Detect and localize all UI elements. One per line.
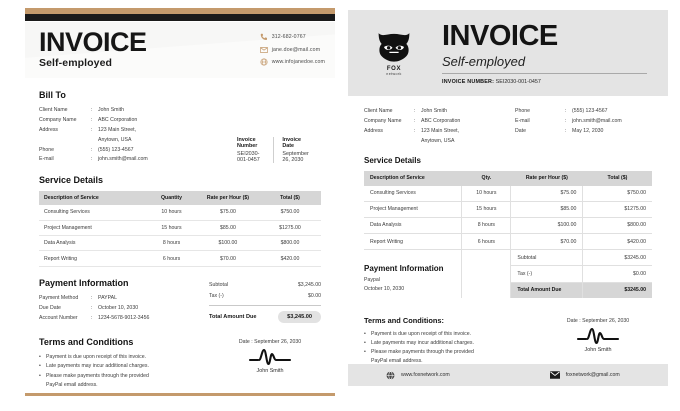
signature-icon [575,326,621,346]
totals-block [209,278,321,324]
contact-email-text: jane.doe@mail.com [271,46,321,53]
signature-name: John Smith [256,368,284,375]
field-label: E-mail [515,117,530,124]
terms-list [364,330,544,366]
field-colon: : [91,107,93,113]
bill-to-row [364,137,501,147]
cell-total: $800.00 [583,217,652,233]
subtotal-label: Subtotal [511,250,583,266]
cell-total: $750.00 [259,205,321,220]
cell-total: $420.00 [259,251,321,266]
field-value: May 12, 2030 [572,127,604,134]
cell-qty: 8 hours [462,217,511,233]
cell-rate: $100.00 [511,217,583,233]
th-total: Total ($) [583,171,652,186]
list-item: • Please make payments through the provided [39,372,219,381]
terms-block [39,337,321,389]
field-colon: : [91,156,93,163]
bill-to-heading: Bill To [39,90,66,100]
bill-to-row [39,136,229,146]
table-row [364,201,652,217]
field-colon: : [91,126,93,133]
tax-label: Tax (-) [511,266,583,282]
field-value: (555) 123-4567 [98,146,134,153]
mail-icon [550,371,560,379]
field-label [39,136,91,146]
payment-row [39,304,209,314]
table-row [39,251,321,266]
field-colon: : [414,108,416,114]
invoice-number-line [442,79,652,85]
th-qty: Qty. [462,171,511,186]
field-value: John Smith [421,108,447,114]
contact-website-text: www.infojanedoe.com [271,59,325,65]
terms-heading: Terms and Conditions: [364,315,444,325]
field-value: John Smith [98,107,124,113]
signature-block [219,337,321,389]
invoice-page-right [348,10,668,398]
field-value: October 10, 2030 [98,304,139,311]
field-value: 123 Main Street, [421,127,460,134]
invoice-date-label: Invoice Date [282,137,301,150]
footer-email [550,371,620,379]
service-details-heading: Service Details [364,155,421,165]
table-row [39,236,321,251]
invoice-number-cell [229,137,273,163]
bill-to-row [39,116,229,126]
cell-description: Project Management [39,220,146,235]
terms-text [39,337,219,389]
field-label: Company Name [364,117,402,124]
list-item: • Payment is due upon receipt of this invoice. [39,353,219,362]
signature-date: Date : September 26, 2030 [566,317,630,324]
terms-heading: Terms and Conditions [39,337,134,348]
th-description: Description of Service [364,171,462,186]
field-label: E-mail [39,156,54,163]
list-item: PayPal email address. [371,358,423,365]
page-title: INVOICE [442,19,558,52]
invoice-number-value: SEI2030-001-0457 [495,78,541,85]
payment-heading: Payment Information [39,277,129,288]
cell-total: $1275.00 [583,201,652,217]
cell-description: Report Writing [364,234,462,250]
field-label: Address [39,126,59,133]
subtotal-row [209,280,321,291]
payment-row [39,314,209,324]
th-rate: Rate per Hour ($) [511,171,583,186]
field-value: Anytown, USA [421,137,455,144]
payment-row [39,294,209,304]
table-row [364,217,652,233]
contact-email [260,46,325,54]
bill-to-row [39,155,229,165]
field-colon: : [91,294,93,301]
left-top-bars [25,8,335,22]
left-title-block [39,28,147,78]
contact-phone-text: 312-682-0767 [271,34,306,40]
bill-to-row [39,106,229,116]
logo-subtitle: network [386,72,402,76]
list-item: PayPal email address. [46,381,98,388]
cell-total: $750.00 [583,186,652,202]
cell-rate: $85.00 [511,201,583,217]
field-value: Anytown, USA [98,136,132,143]
right-header-banner [348,10,668,96]
total-value: $3245.00 [583,282,652,298]
signature-block [544,316,652,366]
terms-block [348,316,668,366]
field-value: 123 Main Street, [98,126,137,133]
logo-name: FOX [386,66,402,72]
cell-qty: 10 hours [462,186,511,202]
bill-to-row [364,127,501,137]
invoice-date-value: September 26, 2030 [282,151,309,164]
invoice-page-left [25,8,335,396]
table-row [39,220,321,235]
field-label: Account Number [39,314,78,321]
field-label: Address [364,127,384,134]
mail-icon [260,46,268,54]
cell-rate: $75.00 [511,186,583,202]
field-label: Phone [515,108,531,114]
field-label [364,137,414,147]
list-item: • Payment is due upon receipt of this invoice. [364,330,544,339]
table-header-row [39,191,321,205]
tax-value: $0.00 [308,293,321,300]
field-value: (555) 123-4567 [572,108,608,114]
total-value: $3,245.00 [278,311,321,323]
field-label: Client Name [364,108,393,114]
contact-phone [260,33,325,41]
field-colon: : [565,127,567,134]
table-row [364,186,652,202]
cell-description: Consulting Services [364,186,462,202]
field-colon: : [91,314,93,321]
bill-to-row [515,127,652,137]
bottom-accent-line [25,393,335,396]
field-colon: : [414,117,416,124]
cell-quantity: 15 hours [146,220,197,235]
bill-to-row [39,146,229,156]
invoice-meta-block [229,137,321,165]
field-label: Due Date [39,304,61,311]
table-header-row [364,171,652,186]
cell-quantity: 6 hours [146,251,197,266]
table-row [364,234,652,250]
cell-rate: $85.00 [197,220,259,235]
service-details-heading: Service Details [39,175,104,186]
th-rate: Rate per Hour ($) [197,191,259,205]
bill-to-row [515,117,652,127]
invoice-number-value: SEI2030-001-0457 [237,151,260,164]
field-value: ABC Corporation [98,116,138,123]
fox-head-icon [374,30,414,64]
field-colon [91,136,98,146]
cell-qty: 6 hours [462,234,511,250]
right-title-block [424,19,652,85]
page-subtitle: Self-employed [39,57,113,70]
field-value: john.smith@mail.com [572,117,622,124]
bill-to-row [39,126,229,136]
cell-total: $800.00 [259,236,321,251]
list-item: • Late payments may incur additional charges. [364,339,544,348]
globe-icon [386,371,395,380]
field-colon: : [91,304,93,311]
title-divider [442,73,647,74]
invoice-number-label: INVOICE NUMBER: [442,78,495,85]
service-details-table [39,191,321,267]
bill-to-fields [39,106,229,165]
total-label: Total Amount Due [511,282,583,298]
subtotal-value: $3,245.00 [297,282,321,289]
field-label: Company Name [39,116,77,123]
total-label: Total Amount Due [209,313,257,320]
bill-to-block [39,106,321,165]
payment-information-block [39,278,321,324]
field-value: PAYPAL [98,294,118,301]
right-footer-bar [348,364,668,386]
bill-to-left-column [364,107,501,147]
right-body [348,96,668,298]
subtotal-value: $3245.00 [583,250,652,266]
th-description: Description of Service [39,191,146,205]
payment-information-block [364,264,524,295]
cell-rate: $70.00 [197,251,259,266]
field-value: 1234-5678-9012-3456 [98,314,150,321]
footer-email-text: foxnetwork@gmail.com [565,372,620,378]
cell-quantity: 10 hours [146,205,197,220]
field-colon: : [91,146,93,153]
cell-quantity: 8 hours [146,236,197,251]
left-header-banner [25,22,335,78]
th-total: Total ($) [259,191,321,205]
cell-rate: $75.00 [197,205,259,220]
tax-value: $0.00 [583,266,652,282]
payment-heading: Payment Information [364,263,444,273]
field-colon: : [565,108,567,114]
field-colon: : [91,116,93,123]
cell-total: $1275.00 [259,220,321,235]
payment-method: Paypal [364,276,380,283]
field-label: Client Name [39,107,68,113]
field-label: Phone [39,146,55,153]
field-value: ABC Corporation [421,117,461,124]
field-colon: : [565,117,567,124]
footer-website [386,371,450,380]
field-label: Payment Method [39,294,79,301]
invoice-date-cell [273,137,321,163]
totals-divider [209,305,321,306]
page-title: INVOICE [39,27,147,57]
signature-icon [247,347,293,367]
bill-to-right-column [515,107,652,147]
terms-list [39,353,219,389]
footer-website-text: www.foxnetwork.com [401,372,450,378]
tax-label: Tax (-) [209,293,224,300]
list-item: • Please make payments through the provided [364,348,544,357]
phone-icon [260,33,268,41]
terms-text [364,316,544,366]
invoice-number-label: Invoice Number [237,137,258,150]
total-amount-due-row [209,311,321,323]
subtotal-label: Subtotal [209,282,229,289]
payment-date: October 10, 2030 [364,286,405,293]
field-colon: : [414,127,416,134]
cell-rate: $100.00 [197,236,259,251]
list-item: • Late payments may incur additional charges. [39,362,219,371]
black-accent-bar [25,14,335,21]
left-body [25,78,335,390]
cell-total: $420.00 [583,234,652,250]
contact-website [260,58,325,66]
cell-qty: 15 hours [462,201,511,217]
signature-name: John Smith [584,346,612,353]
brand-logo [364,30,424,76]
th-quantity: Quantity [146,191,197,205]
cell-description: Consulting Services [39,205,146,220]
cell-description: Project Management [364,201,462,217]
page-subtitle: Self-employed [442,53,526,69]
cell-description: Data Analysis [39,236,146,251]
payment-details [39,278,209,324]
field-value: john.smith@mail.com [98,156,148,163]
bill-to-row [515,107,652,117]
field-colon [414,137,421,147]
cell-description: Data Analysis [364,217,462,233]
tax-row [209,291,321,302]
bill-to-block [364,107,652,147]
bill-to-row [364,117,501,127]
globe-icon [260,58,268,66]
signature-date: Date : September 26, 2030 [238,339,302,346]
table-row [39,205,321,220]
bill-to-row [364,107,501,117]
contact-list [260,28,325,78]
cell-rate: $70.00 [511,234,583,250]
cell-description: Report Writing [39,251,146,266]
field-label: Date [515,127,526,134]
